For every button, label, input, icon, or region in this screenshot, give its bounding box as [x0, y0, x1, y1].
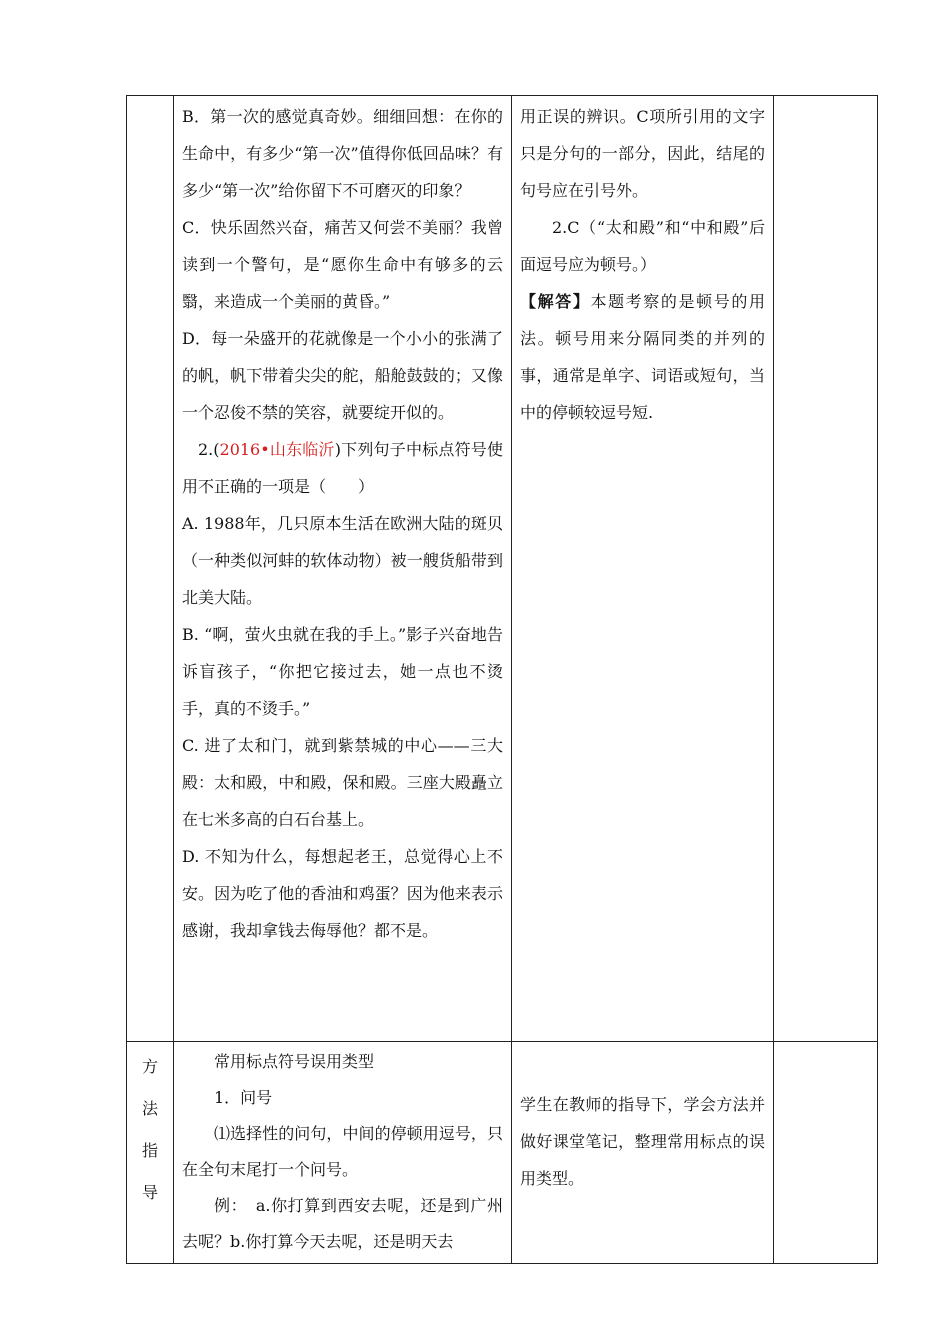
answer2-text: 本题考察的是顿号的用法。顿号用来分隔同类的并列的事，通常是单字、词语或短句，当中的停顿较逗号短. — [520, 292, 765, 422]
section-label-char: 导 — [141, 1183, 158, 1202]
section-label-char: 方 — [141, 1057, 158, 1076]
row2-label-cell — [127, 1042, 174, 1264]
row1-notes-cell — [774, 96, 878, 1042]
question2-stem — [182, 431, 503, 505]
row2-answer-cell — [512, 1042, 774, 1264]
section-label-char: 指 — [141, 1141, 158, 1160]
table-row — [127, 96, 878, 1042]
section-label — [127, 1042, 173, 1214]
row2-content-cell — [174, 1042, 512, 1264]
question2-number: 2.( — [198, 440, 220, 459]
answer-tag: 【解答】 — [520, 292, 591, 311]
question2-option-b: B. “啊，萤火虫就在我的手上。”影子兴奋地告诉盲孩子，“你把它接过去，她一点也不烫手，真的不烫手。” — [182, 625, 503, 718]
question2-option-a: A. 1988年，几只原本生活在欧洲大陆的斑贝（一种类似河蚌的软体动物）被一艘货船带到北美大陆。 — [182, 514, 503, 607]
method-heading: 常用标点符号误用类型 — [214, 1052, 375, 1071]
row1-label-cell — [127, 96, 174, 1042]
table-row — [127, 1042, 878, 1264]
lesson-table — [126, 95, 878, 1264]
method-item-1: 1．问号 — [214, 1088, 273, 1107]
question2-option-c: C. 进了太和门，就到紫禁城的中心——三大殿：太和殿，中和殿，保和殿。三座大殿矗立在七米多高的白石台基上。 — [182, 736, 503, 829]
answer2-explanation — [520, 283, 765, 431]
method-item-1-rule: ⑴选择性的问句，中间的停顿用逗号，只在全句末尾打一个问号。 — [182, 1124, 503, 1179]
question1-option-b: B．第一次的感觉真奇妙。细细回想：在你的生命中，有多少“第一次”值得你低回品味？有多少“第一次”给你留下不可磨灭的印象？ — [182, 107, 503, 200]
student-activity: 学生在教师的指导下，学会方法并做好课堂笔记，整理常用标点的误用类型。 — [520, 1095, 765, 1188]
question2-option-d: D. 不知为什么，每想起老王，总觉得心上不安。因为吃了他的香油和鸡蛋？因为他来表示感谢，我却拿钱去侮辱他？都不是。 — [182, 847, 503, 940]
row1-answer-cell — [512, 96, 774, 1042]
answer2: 2.C（“太和殿”和“中和殿”后面逗号应为顿号。） — [520, 218, 765, 274]
question1-option-c: C．快乐固然兴奋，痛苦又何尝不美丽？我曾读到一个警句，是“愿你生命中有够多的云翳，来造成一个美丽的黄昏。” — [182, 218, 503, 311]
row1-content-cell — [174, 96, 512, 1042]
section-label-char: 法 — [141, 1099, 158, 1118]
question2-text: )下列句子中标点符号使用不正确的一项是（ ） — [182, 440, 503, 496]
row2-notes-cell — [774, 1042, 878, 1264]
question1-option-d: D．每一朵盛开的花就像是一个小小的张满了的帆，帆下带着尖尖的舵，船舱鼓鼓的；又像一个忍俊不禁的笑容，就要绽开似的。 — [182, 329, 503, 422]
method-example: 例： a.你打算到西安去呢，还是到广州去呢？b.你打算今天去呢，还是明天去 — [182, 1196, 503, 1251]
question2-source: 2016•山东临沂 — [219, 440, 335, 459]
answer1-continuation: 用正误的辨识。C项所引用的文字只是分句的一部分，因此，结尾的句号应在引号外。 — [520, 107, 765, 200]
